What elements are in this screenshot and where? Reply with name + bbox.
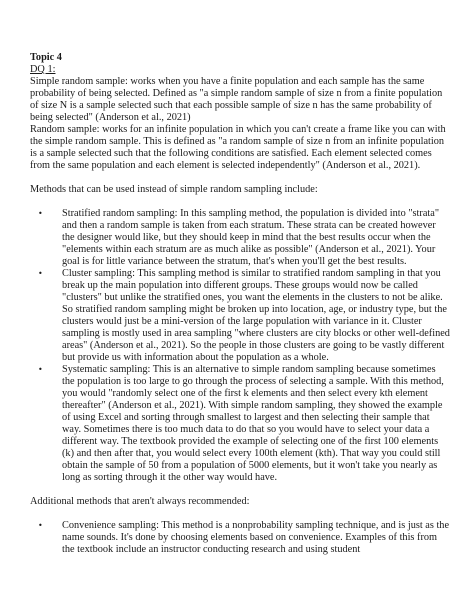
list-item-cluster — [30, 268, 450, 364]
simple-random-sample-paragraph: Simple random sample: works when you have a finite population and each sample has the same probability of being selected. Defined as "a simple random sample of size n from a finite population of size N is a sample selected such that each possible sample of size n has the same probability of being selected" (Anderson et al., 2021) — [30, 76, 443, 123]
bullet-icon: • — [38, 209, 43, 218]
spacer — [30, 172, 450, 184]
document-body — [30, 52, 450, 556]
methods-list — [30, 208, 450, 484]
spacer — [30, 508, 450, 520]
list-item-convenience — [30, 520, 450, 556]
bullet-icon: • — [38, 269, 43, 278]
spacer — [30, 196, 450, 208]
bullet-icon: • — [38, 365, 43, 374]
bullet-icon: • — [38, 521, 43, 530]
list-item-text: Convenience sampling: This method is a nonprobability sampling technique, and is just as the name sounds. It's done by choosing elements based on convenience. Examples of this from the textbook include an instructor conducting research and using student — [62, 520, 450, 555]
methods-intro: Methods that can be used instead of simple random sampling include: — [30, 184, 318, 195]
list-item-stratified — [30, 208, 450, 268]
list-item-text: Stratified random sampling: In this sampling method, the population is divided into "strata" and then a random sample is taken from each stratum. These strata can be created however the designer would like, but they should keep in mind that the best results occur when the "elements within each stratum are as much alike as possible" (Anderson et al., 2021). Your goal is for little variance between the stratum, that's when you'll get the best results. — [62, 208, 440, 267]
spacer — [30, 484, 450, 496]
random-sample-paragraph: Random sample: works for an infinite population in which you can't create a frame like you can with the simple random sample. This is defined as "a random sample of size n from an infinite population is a sample selected such that the following conditions are satisfied. Each element selected comes from the same population and each element is selected independently" (Anderson et al., 2021). — [30, 124, 446, 171]
dq-label: DQ 1: — [30, 64, 56, 75]
additional-intro: Additional methods that aren't always recommended: — [30, 496, 250, 507]
topic-heading: Topic 4 — [30, 52, 62, 63]
list-item-text: Systematic sampling: This is an alternative to simple random sampling because sometimes the population is too large to go through the process of selecting a sample. With this method, you would "randomly select one of the first k elements and then select every kth element thereafter" (Anderson et al., 2021). With simple random sampling, they showed the example of using Excel and sorting through smallest to largest and then selecting their sample that way. Sometimes there is too much data to do that so you would have to select your data a different way. The textbook provided the example of selecting one of the first 100 elements (k) and then after that, you would select every 100th element (kth). That way you could still obtain the sample of 50 from a population of 5000 elements, but it won't take you nearly as long as sorting through it the other way would have. — [62, 364, 444, 483]
list-item-text: Cluster sampling: This sampling method is similar to stratified random sampling in that you break up the main population into different groups. These groups would now be called "clusters" but unlike the stratified ones, you want the elements in the clusters to not be alike. So stratified random sampling might be broken up into location, age, or industry type, but the clusters would just be a mini-version of the large population with variance in it. Cluster sampling is mostly used in area sampling "where clusters are city blocks or other well-defined areas" (Anderson et al., 2021). So the people in those clusters are going to be vastly different but provide us with information about the population as a whole. — [62, 268, 450, 363]
list-item-systematic — [30, 364, 450, 484]
additional-methods-list — [30, 520, 450, 556]
